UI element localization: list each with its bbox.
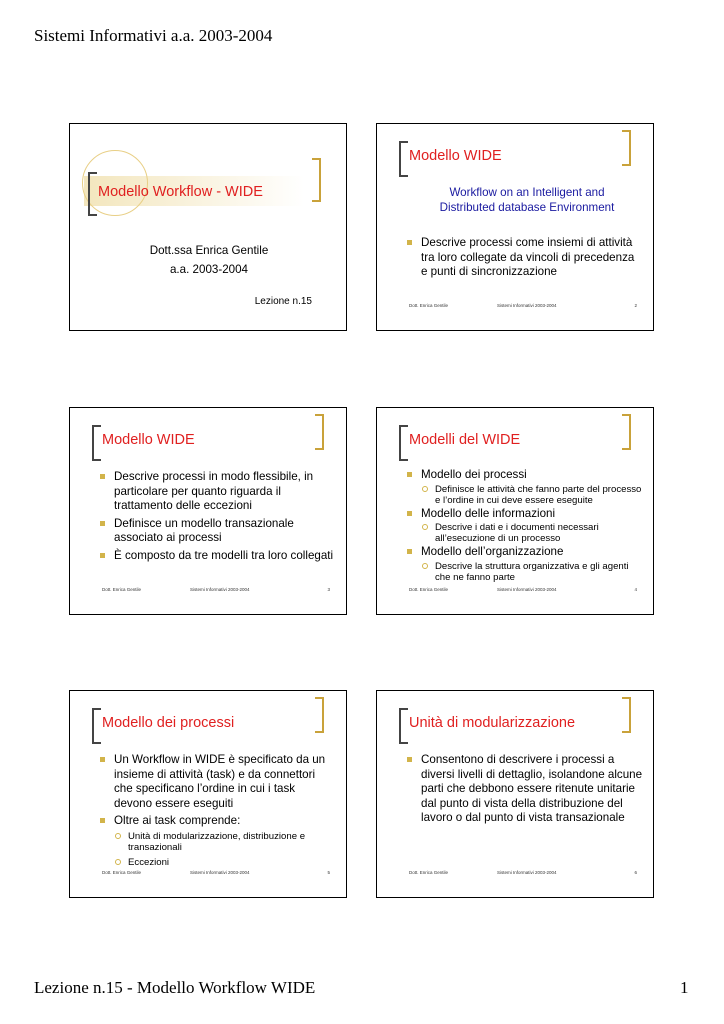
slide-footer-author: Dott. Enrica Gentile	[409, 587, 449, 592]
slide-5	[69, 690, 347, 898]
left-bracket-icon	[92, 708, 101, 744]
slide-footer-author: Dott. Enrica Gentile	[102, 870, 142, 875]
slide-subtitle: Workflow on an Intelligent and	[449, 186, 605, 199]
list-item: Descrive processi in modo flessibile, in particolare per quanto riguarda il trattamento delle eccezioni	[100, 470, 336, 514]
sub-list-item: Unità di modularizzazione, distribuzione e transazionali	[114, 831, 336, 853]
sub-list-item: Definisce le attività che fanno parte del processo e l’ordine in cui deve essere eseguite	[421, 484, 643, 506]
slide-title: Modello Workflow - WIDE	[98, 184, 263, 200]
slide-title: Unità di modularizzazione	[409, 715, 576, 731]
right-bracket-icon	[315, 414, 324, 450]
page-number: 1	[680, 978, 689, 997]
slide-subtitle: Distributed database Environment	[439, 201, 615, 214]
list-item: È composto da tre modelli tra loro collegati	[100, 549, 336, 564]
author: Dott.ssa Enrica Gentile	[149, 244, 269, 257]
slide-3	[69, 407, 347, 615]
slide-footer-author: Dott. Enrica Gentile	[409, 303, 449, 308]
left-bracket-icon	[399, 425, 408, 461]
slide-footer-course: Sistemi Informativi 2003-2004	[190, 870, 250, 875]
slide-footer-course: Sistemi Informativi 2003-2004	[497, 587, 557, 592]
slide-2	[376, 123, 654, 331]
list-item: Definisce un modello transazionale associato ai processi	[100, 517, 336, 546]
slide-title: Modello WIDE	[409, 148, 502, 164]
sub-list-item: Descrive i dati e i documenti necessari all’esecuzione di un processo	[421, 522, 643, 544]
slide-footer-author: Dott. Enrica Gentile	[409, 870, 449, 875]
slide-footer-course: Sistemi Informativi 2003-2004	[190, 587, 250, 592]
left-bracket-icon	[92, 425, 101, 461]
slide-number: 6	[634, 870, 637, 875]
list-item: Modello dei processi Definisce le attività che fanno parte del processo e l’ordine in cui deve essere eseguite	[407, 468, 643, 506]
list-item: Consentono di descrivere i processi a diversi livelli di dettaglio, isolandone alcune parti che debbono essere ritenute unitarie dal punto di vista della distribuzione del lavoro o dal punto di vista transazionale	[407, 753, 643, 826]
slide-footer-course: Sistemi Informativi 2003-2004	[497, 870, 557, 875]
list-item: Modello dell’organizzazione Descrive la struttura organizzativa e gli agenti che ne fanno parte	[407, 545, 643, 583]
left-bracket-icon	[88, 172, 97, 216]
right-bracket-icon	[315, 697, 324, 733]
right-bracket-icon	[622, 414, 631, 450]
list-item: Descrive processi come insiemi di attività tra loro collegate da vincoli di precedenza e punti di sincronizzazione	[407, 236, 643, 280]
slide-number: 4	[634, 587, 637, 592]
lesson-number: Lezione n.15	[254, 296, 312, 307]
slide-4	[376, 407, 654, 615]
right-bracket-icon	[312, 158, 321, 202]
slide-number: 2	[634, 303, 637, 308]
list-item: Un Workflow in WIDE è specificato da un insieme di attività (task) e da connettori che specificano l’ordine in cui i task devono essere eseguiti	[100, 753, 336, 811]
page-footer: Lezione n.15 - Modello Workflow WIDE	[34, 978, 316, 997]
slide-footer-course: Sistemi Informativi 2003-2004	[497, 303, 557, 308]
sub-list-item: Eccezioni	[114, 857, 336, 868]
right-bracket-icon	[622, 130, 631, 166]
right-bracket-icon	[622, 697, 631, 733]
academic-year: a.a. 2003-2004	[169, 263, 248, 276]
slide-title: Modello WIDE	[102, 432, 195, 448]
slide-title: Modello dei processi	[102, 715, 235, 731]
slide-number: 3	[327, 587, 330, 592]
page-header: Sistemi Informativi a.a. 2003-2004	[34, 26, 273, 45]
sub-list-item: Descrive la struttura organizzativa e gli agenti che ne fanno parte	[421, 561, 643, 583]
slide-1	[69, 123, 347, 331]
list-item: Modello delle informazioni Descrive i dati e i documenti necessari all’esecuzione di un processo	[407, 507, 643, 545]
slide-number: 5	[327, 870, 330, 875]
left-bracket-icon	[399, 708, 408, 744]
slide-title: Modelli del WIDE	[409, 432, 521, 448]
left-bracket-icon	[399, 141, 408, 177]
list-item: Oltre ai task comprende: Unità di modularizzazione, distribuzione e transazionali Eccezioni	[100, 814, 336, 868]
slide-6	[376, 690, 654, 898]
slide-footer-author: Dott. Enrica Gentile	[102, 587, 142, 592]
